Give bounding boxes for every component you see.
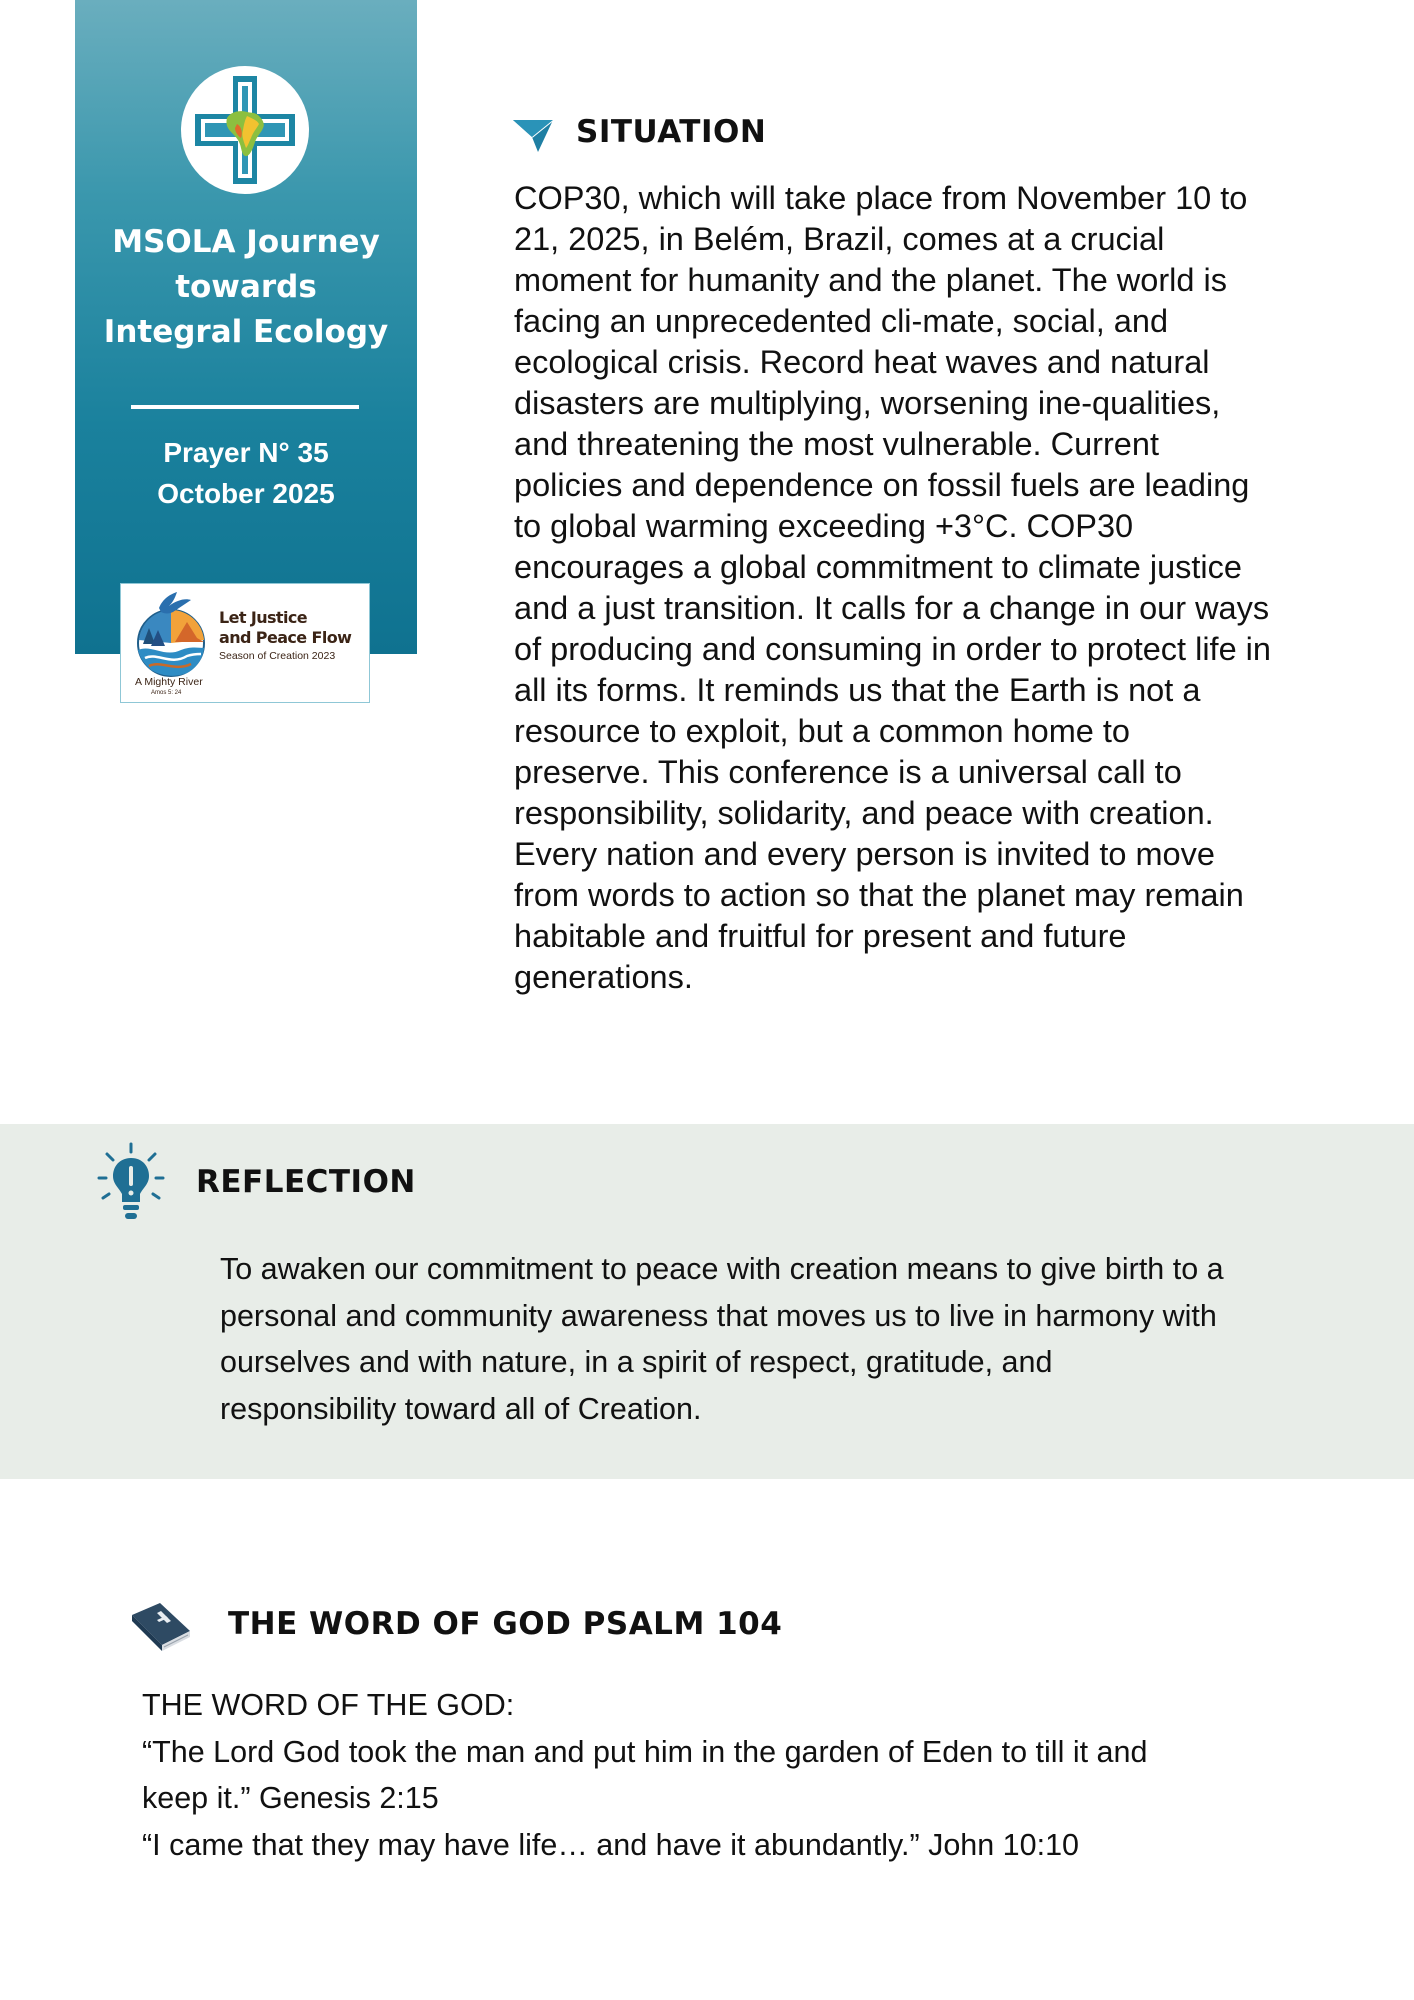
word-of-god-line: THE WORD OF THE GOD: (142, 1688, 515, 1722)
lightbulb-icon (95, 1140, 167, 1230)
season-subtitle: Season of Creation 2023 (219, 650, 336, 662)
situation-line: moment for humanity and the planet. The world is (514, 262, 1227, 298)
situation-line: 21, 2025, in Belém, Brazil, comes at a crucial (514, 221, 1165, 257)
africa-cross-icon (181, 66, 309, 194)
situation-line: preserve. This conference is a universal call to (514, 754, 1182, 790)
situation-line: Every nation and every person is invited to move (514, 836, 1215, 872)
word-of-god-line: keep it.” Genesis 2:15 (142, 1781, 439, 1815)
banner-title-line: MSOLA Journey (112, 224, 380, 260)
season-of-creation-card (120, 583, 370, 703)
season-reference: Amos 5: 24 (151, 690, 182, 696)
paper-plane-icon (512, 118, 554, 154)
situation-line: all its forms. It reminds us that the Earth is not a (514, 672, 1201, 708)
reflection-body (220, 1246, 1360, 1432)
banner-title-line: towards (175, 269, 317, 305)
reflection-line: ourselves and with nature, in a spirit of respect, gratitude, and (220, 1345, 1053, 1379)
word-of-god-body (142, 1682, 1362, 1868)
situation-line: and a just transition. It calls for a change in our ways (514, 590, 1270, 626)
situation-heading: SITUATION (576, 114, 767, 150)
situation-line: encourages a global commitment to climate justice (514, 549, 1242, 585)
dove-river-emblem-icon (131, 588, 215, 678)
situation-line: COP30, which will take place from November 10 to (514, 180, 1248, 216)
situation-body (514, 178, 1344, 998)
banner-title-line: Integral Ecology (103, 314, 389, 350)
reflection-line: personal and community awareness that moves us to live in harmony with (220, 1298, 1217, 1333)
banner-subtitle (75, 432, 417, 514)
situation-line: resource to exploit, but a common home to (514, 713, 1131, 749)
situation-line: of producing and consuming in order to protect life in (514, 631, 1271, 667)
situation-line: ecological crisis. Record heat waves and natural (514, 344, 1210, 380)
prayer-number: Prayer N° 35 (163, 437, 329, 468)
situation-line: to global warming exceeding +3°C. COP30 (514, 508, 1134, 544)
season-title-line-2: and Peace Flow (219, 628, 352, 647)
reflection-line: responsibility toward all of Creation. (220, 1391, 702, 1426)
word-of-god-line: “The Lord God took the man and put him in the garden of Eden to till it and (142, 1734, 1148, 1769)
situation-line: responsibility, solidarity, and peace with creation. (514, 795, 1214, 831)
situation-line: habitable and fruitful for present and future (514, 918, 1127, 954)
season-title-line-1: Let Justice (219, 608, 308, 627)
situation-line: policies and dependence on fossil fuels are leading (514, 467, 1250, 503)
word-of-god-line: “I came that they may have life… and have it abundantly.” John 10:10 (142, 1827, 1080, 1862)
situation-line: disasters are multiplying, worsening ine-qualities, (514, 385, 1221, 421)
situation-line: facing an unprecedented cli-mate, social, and (514, 303, 1169, 339)
situation-line: and threatening the most vulnerable. Current (514, 426, 1159, 462)
reflection-heading: REFLECTION (196, 1164, 416, 1200)
bible-icon (130, 1601, 192, 1651)
season-river-caption: A Mighty River (135, 676, 203, 688)
banner-title (75, 220, 417, 355)
banner (75, 0, 417, 654)
situation-line: from words to action so that the planet may remain (514, 877, 1244, 913)
prayer-date: October 2025 (157, 478, 335, 509)
logo (181, 66, 309, 194)
word-of-god-heading: THE WORD OF GOD PSALM 104 (228, 1606, 783, 1642)
banner-divider (131, 405, 359, 409)
reflection-line: To awaken our commitment to peace with creation means to give birth to a (220, 1252, 1224, 1286)
situation-line: generations. (514, 959, 693, 995)
